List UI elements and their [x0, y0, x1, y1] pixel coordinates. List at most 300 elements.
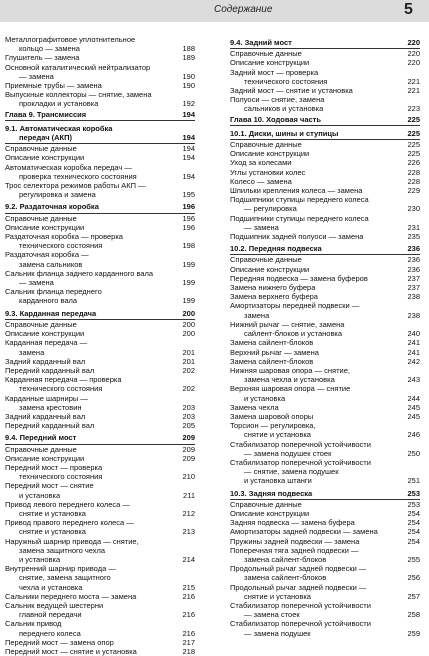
toc-entry-text: проверка технического состояния [19, 171, 137, 181]
toc-page-number: 259 [407, 628, 420, 638]
toc-page-number: 242 [407, 356, 420, 366]
toc-entry [5, 375, 195, 393]
toc-page-number: 240 [407, 329, 420, 339]
toc-entry-text: снятие и установка [19, 527, 86, 537]
toc-entry-text: Сальник ведущей шестерни [5, 600, 104, 610]
toc-entry [230, 601, 420, 619]
toc-entry-text: Углы установки колес [230, 167, 306, 177]
toc-page-number: 203 [182, 402, 195, 412]
page-header [0, 0, 429, 22]
toc-page-number: 192 [182, 99, 195, 109]
toc-entry [230, 292, 420, 301]
toc-entry [5, 181, 195, 199]
toc-entry [230, 537, 420, 546]
toc-section [5, 433, 195, 442]
toc-entry-text: Задняя подвеска — замена буфера [230, 518, 355, 528]
toc-entry-text: — замена [244, 222, 279, 232]
toc-entry [5, 163, 195, 181]
toc-page-number: 228 [407, 176, 420, 186]
toc-entry [230, 283, 420, 292]
toc-entry-text: Справочные данные [5, 213, 77, 223]
toc-entry [230, 255, 420, 264]
toc-page-number: 210 [182, 472, 195, 482]
toc-section [230, 244, 420, 253]
toc-page-number: 209 [182, 453, 195, 463]
toc-entry [5, 153, 195, 162]
toc-entry-text: Карданные шарниры — [5, 393, 88, 403]
toc-entry-text: Замена верхнего буфера [230, 292, 318, 302]
toc-entry-text: Приемные трубы — замена [5, 81, 102, 91]
toc-entry-text: Справочные данные [230, 140, 302, 150]
toc-entry [230, 338, 420, 347]
toc-entry [5, 320, 195, 329]
toc-entry-text: Передний мост — проверка [5, 462, 103, 472]
toc-entry-text: технического состояния [19, 241, 103, 251]
toc-entry-text: Сальники переднего моста — замена [5, 591, 137, 601]
toc-page-number: 246 [407, 430, 420, 440]
toc-entry [230, 366, 420, 384]
toc-page-number: 216 [182, 610, 195, 620]
toc-entry-text: — замена подушек [244, 628, 311, 638]
toc-entry-text: Сальник привод [5, 619, 62, 629]
toc-page-number: 231 [407, 222, 420, 232]
toc-page-number: 220 [407, 58, 420, 68]
toc-entry-text: Глушитель — замена [5, 53, 80, 63]
toc-entry-text: технического состояния [19, 384, 103, 394]
toc-entry-text: 9.2. Раздаточная коробка [5, 202, 99, 212]
toc-entry [5, 481, 195, 499]
toc-entry [230, 500, 420, 509]
toc-entry-text: технического состояния [19, 472, 103, 482]
toc-entry-text: Металлографитовое уплотнительное [5, 35, 136, 44]
toc-page-number: 209 [182, 444, 195, 454]
toc-entry-text: Описание конструкции [5, 329, 85, 339]
toc-page-number: 238 [407, 310, 420, 320]
toc-page-number: 255 [407, 554, 420, 564]
toc-entry-text: Описание конструкции [230, 508, 310, 518]
toc-entry-text: Полуоси — снятие, замена [230, 95, 325, 105]
toc-entry-text: Торсион — регулировка, [230, 421, 316, 431]
toc-entry [5, 250, 195, 268]
toc-page-number: 236 [407, 255, 420, 265]
toc-entry [230, 168, 420, 177]
toc-section [5, 202, 195, 211]
toc-entry-text: Замена сайлент-блоков [230, 338, 314, 348]
toc-entry-text: — замена [19, 278, 54, 288]
toc-left-column [5, 35, 195, 656]
toc-entry-text: Амортизаторы задней подвески — замена [230, 527, 378, 537]
toc-entry-text: Задний мост — проверка [230, 67, 319, 77]
toc-entry-text: — регулировка [244, 204, 297, 214]
toc-entry-text: и установка [244, 393, 286, 403]
toc-entry-text: Подшипники ступицы переднего колеса [230, 195, 369, 205]
toc-page-number: 243 [407, 375, 420, 385]
toc-page-number: 229 [407, 186, 420, 196]
toc-entry [230, 320, 420, 338]
toc-entry-text: Задний карданный вал [5, 356, 86, 366]
toc-page-number: 225 [407, 128, 420, 138]
toc-entry [5, 144, 195, 153]
toc-entry-text: Глава 9. Трансмиссия [5, 109, 87, 119]
toc-entry [230, 421, 420, 439]
toc-page-number: 199 [182, 259, 195, 269]
toc-entry [230, 412, 420, 421]
page-number: 5 [404, 1, 413, 18]
toc-page-number: 225 [407, 140, 420, 150]
toc-entry-text: карданного вала [19, 296, 78, 306]
toc-entry-text: Трос селектора режимов работы АКП — [5, 181, 146, 191]
toc-page-number: 257 [407, 591, 420, 601]
toc-entry-text: Передняя подвеска — замена буферов [230, 273, 368, 283]
toc-page-number: 205 [182, 421, 195, 431]
toc-page-number: 225 [407, 114, 420, 124]
toc-entry [5, 518, 195, 536]
toc-entry-text: Справочные данные [230, 49, 302, 59]
toc-entry [230, 195, 420, 213]
toc-entry-text: Справочные данные [230, 499, 302, 509]
toc-entry-text: замена [244, 310, 270, 320]
toc-page-number: 254 [407, 536, 420, 546]
toc-page-number: 216 [182, 628, 195, 638]
toc-section [230, 38, 420, 47]
toc-entry-text: главной передачи [19, 610, 82, 620]
toc-entry [230, 458, 420, 486]
toc-page-number: 221 [407, 76, 420, 86]
toc-entry-text: 9.1. Автоматическая коробка [5, 123, 113, 133]
toc-entry-text: — снятие, замена подушек [244, 467, 339, 477]
toc-entry-text: Стабилизатор поперечной устойчивости [230, 439, 371, 449]
toc-entry-text: Верхняя шаровая опора — снятие [230, 384, 351, 394]
toc-page-number: 244 [407, 393, 420, 403]
toc-entry [5, 338, 195, 356]
toc-entry [230, 177, 420, 186]
toc-entry [230, 564, 420, 582]
toc-page-number: 236 [407, 244, 420, 254]
toc-entry [230, 403, 420, 412]
toc-entry-text: Замена сайлент-блоков [230, 356, 314, 366]
toc-entry [230, 274, 420, 283]
toc-entry [5, 463, 195, 481]
toc-page-number: 196 [182, 202, 195, 212]
toc-page-number: 194 [182, 153, 195, 163]
toc-entry [230, 68, 420, 86]
toc-entry [5, 90, 195, 108]
toc-chapter [230, 115, 420, 124]
toc-page-number: 215 [182, 582, 195, 592]
toc-entry-text: Описание конструкции [5, 222, 85, 232]
toc-entry-text: Поперечная тяга задней подвески — [230, 545, 359, 555]
toc-entry-text: — замена подушек стоек [244, 448, 332, 458]
toc-entry-text: замена сайлент-блоков [244, 554, 327, 564]
toc-entry-text: Стабилизатор поперечной устойчивости [230, 619, 371, 629]
toc-entry-text: Раздаточная коробка — [5, 250, 89, 260]
toc-page-number: 223 [407, 104, 420, 114]
toc-entry [5, 232, 195, 250]
toc-page-number: 203 [182, 411, 195, 421]
toc-entry-text: Наружный шарнир привода — снятие, [5, 536, 139, 546]
toc-entry-text: Передний мост — замена опор [5, 637, 114, 647]
toc-entry-text: Стабилизатор поперечной устойчивости [230, 457, 371, 467]
toc-entry [5, 53, 195, 62]
toc-entry-text: — замена стоек [244, 610, 300, 620]
toc-page-number: 251 [407, 476, 420, 486]
toc-entry [230, 546, 420, 564]
toc-entry [230, 149, 420, 158]
toc-entry-text: регулировка и замена [19, 190, 96, 200]
toc-page-number: 190 [182, 81, 195, 91]
toc-entry [5, 421, 195, 430]
toc-entry-text: Задний мост — снятие и установка [230, 86, 353, 96]
toc-page-number: 258 [407, 610, 420, 620]
toc-page-number: 189 [182, 53, 195, 63]
toc-entry [230, 348, 420, 357]
toc-entry-text: сальников и установка [244, 104, 324, 114]
toc-entry [5, 445, 195, 454]
toc-entry [5, 223, 195, 232]
toc-entry [230, 357, 420, 366]
toc-page-number: 216 [182, 591, 195, 601]
toc-entry-text: кольцо — замена [19, 44, 80, 54]
toc-page-number: 201 [182, 347, 195, 357]
toc-entry-text: Передний карданный вал [5, 365, 95, 375]
toc-page-number: 237 [407, 273, 420, 283]
toc-section [230, 129, 420, 138]
toc-entry-text: Нижняя шаровая опора — снятие, [230, 365, 350, 375]
toc-entry [230, 619, 420, 637]
toc-chapter [5, 110, 195, 119]
toc-entry [5, 454, 195, 463]
toc-section [5, 124, 195, 142]
toc-entry-text: Замена чехла [230, 402, 279, 412]
toc-page-number: 202 [182, 365, 195, 375]
toc-entry [230, 86, 420, 95]
toc-entry [230, 384, 420, 402]
toc-entry-text: Привод левого переднего колеса — [5, 499, 130, 509]
toc-page-number: 238 [407, 292, 420, 302]
toc-entry-text: Нижний рычаг — снятие, замена [230, 319, 345, 329]
toc-entry-text: сайлент-блоков и установка [244, 329, 343, 339]
toc-page-number: 194 [182, 171, 195, 181]
toc-entry [5, 500, 195, 518]
toc-entry [230, 95, 420, 113]
toc-page-number: 218 [182, 647, 195, 656]
toc-entry-text: Описание конструкции [5, 453, 85, 463]
toc-entry [230, 58, 420, 67]
toc-page-number: 217 [182, 637, 195, 647]
toc-entry-text: Справочные данные [5, 444, 77, 454]
toc-page-number: 209 [182, 433, 195, 443]
toc-entry [5, 366, 195, 375]
toc-entry [230, 232, 420, 241]
toc-entry-text: чехла и установка [19, 582, 83, 592]
toc-entry [5, 619, 195, 637]
toc-entry-text: Замена шаровой опоры [230, 411, 314, 421]
toc-entry [5, 412, 195, 421]
toc-entry-text: Автоматическая коробка передач — [5, 162, 132, 172]
toc-entry [5, 564, 195, 592]
toc-entry-text: Сальник фланца заднего карданного вала [5, 268, 154, 278]
toc-entry-text: Описание конструкции [230, 58, 310, 68]
toc-page-number: 225 [407, 149, 420, 159]
toc-entry-text: Передний карданный вал [5, 421, 95, 431]
toc-entry-text: Справочные данные [5, 144, 77, 154]
section-divider [230, 125, 420, 126]
toc-entry [5, 357, 195, 366]
toc-page-number: 228 [407, 167, 420, 177]
toc-entry [5, 81, 195, 90]
toc-entry-text: Справочные данные [5, 319, 77, 329]
toc-page-number: 253 [407, 488, 420, 498]
toc-entry-text: и установка [19, 554, 61, 564]
toc-page-number: 254 [407, 508, 420, 518]
toc-entry-text: и установка [19, 490, 61, 500]
toc-page-number: 241 [407, 347, 420, 357]
toc-page-number: 194 [182, 144, 195, 154]
toc-entry-text: Выпускные коллекторы — снятие, замена [5, 90, 152, 100]
toc-page-number: 190 [182, 71, 195, 81]
toc-entry-text: Замена нижнего буфера [230, 283, 316, 293]
toc-entry [5, 269, 195, 287]
toc-page-number: 245 [407, 411, 420, 421]
toc-right-column [230, 35, 420, 638]
toc-page-number: 226 [407, 158, 420, 168]
header-title: Содержание [214, 4, 273, 15]
toc-entry-text: Продольный рычаг задней подвески — [230, 564, 367, 574]
toc-entry [5, 638, 195, 647]
toc-entry-text: замена [19, 347, 45, 357]
toc-entry-text: Описание конструкции [230, 264, 310, 274]
toc-entry [230, 140, 420, 149]
toc-entry-text: Подшипник задней полуоси — замена [230, 232, 364, 242]
toc-entry-text: Амортизаторы передней подвески — [230, 301, 360, 311]
toc-page-number: 253 [407, 499, 420, 509]
toc-page-number: 194 [182, 133, 195, 143]
toc-entry-text: снятие и установка [244, 591, 311, 601]
toc-entry-text: 9.4. Передний мост [5, 433, 77, 443]
toc-entry [5, 287, 195, 305]
toc-page-number: 202 [182, 384, 195, 394]
toc-page-number: 196 [182, 222, 195, 232]
toc-entry [5, 601, 195, 619]
toc-entry-text: Колесо — замена [230, 176, 292, 186]
toc-entry-text: Сальник фланца переднего [5, 287, 102, 297]
toc-section [230, 489, 420, 498]
toc-entry-text: Подшипники ступицы переднего колеса [230, 213, 369, 223]
toc-entry-text: Карданная передача — [5, 338, 88, 348]
toc-entry-text: и установка штанги [244, 476, 312, 486]
toc-page-number: 198 [182, 241, 195, 251]
toc-page-number: 245 [407, 402, 420, 412]
toc-page-number: 211 [183, 490, 195, 500]
toc-entry-text: Продольный рычаг задней подвески — [230, 582, 367, 592]
toc-page-number: 201 [182, 356, 195, 366]
toc-entry-text: Уход за колесами [230, 158, 292, 168]
toc-page-number: 214 [182, 554, 195, 564]
toc-entry-text: 10.1. Диски, шины и ступицы [230, 128, 339, 138]
toc-page-number: 221 [407, 86, 420, 96]
toc-page-number: 200 [182, 308, 195, 318]
toc-page-number: 256 [407, 573, 420, 583]
toc-entry-text: Внутренний шарнир привода — [5, 564, 116, 574]
toc-entry [5, 537, 195, 565]
toc-entry [230, 49, 420, 58]
toc-entry-text: Привод правого переднего колеса — [5, 518, 134, 528]
toc-entry-text: — замена [19, 71, 54, 81]
toc-entry-text: Пружины задней подвески — замена [230, 536, 360, 546]
toc-page-number: 241 [407, 338, 420, 348]
toc-entry-text: Основной каталитический нейтрализатор [5, 62, 151, 72]
toc-page-number: 194 [182, 109, 195, 119]
toc-entry-text: 9.4. Задний мост [230, 38, 292, 47]
toc-entry [230, 583, 420, 601]
toc-entry-text: замена сальников [19, 259, 83, 269]
toc-entry-text: замена защитного чехла [19, 545, 106, 555]
toc-entry [230, 527, 420, 536]
toc-entry-text: снятие и установка [19, 508, 86, 518]
toc-page-number: 235 [407, 232, 420, 242]
toc-entry [230, 509, 420, 518]
toc-page-number: 250 [407, 448, 420, 458]
section-divider [5, 120, 195, 121]
toc-section [5, 309, 195, 318]
toc-entry-text: 9.3. Карданная передача [5, 308, 97, 318]
toc-page-number: 230 [407, 204, 420, 214]
toc-entry [230, 518, 420, 527]
toc-page-number: 195 [182, 190, 195, 200]
toc-entry-text: снятие и установка [244, 430, 311, 440]
toc-entry-text: Верхний рычаг — замена [230, 347, 319, 357]
toc-entry-text: замена чехла и установка [244, 375, 335, 385]
toc-entry-text: Раздаточная коробка — проверка [5, 232, 123, 242]
toc-entry-text: Глава 10. Ходовая часть [230, 114, 321, 124]
toc-page-number: 196 [182, 213, 195, 223]
toc-entry [5, 329, 195, 338]
toc-entry-text: передач (АКП) [19, 133, 73, 143]
toc-entry [230, 214, 420, 232]
toc-page-number: 188 [182, 44, 195, 54]
toc-entry-text: замена сайлент-блоков [244, 573, 327, 583]
toc-entry-text: Карданная передача — проверка [5, 375, 122, 385]
toc-page-number: 220 [407, 49, 420, 59]
toc-page-number: 213 [182, 527, 195, 537]
toc-entry [5, 394, 195, 412]
toc-entry [230, 158, 420, 167]
toc-entry [5, 647, 195, 656]
toc-page-number: 220 [407, 38, 420, 47]
toc-page-number: 236 [407, 264, 420, 274]
toc-entry-text: 10.2. Передняя подвеска [230, 244, 322, 254]
toc-page-number: 212 [182, 508, 195, 518]
toc-entry-text: Описание конструкции [5, 153, 85, 163]
toc-page-number: 237 [407, 283, 420, 293]
toc-entry-text: технического состояния [244, 76, 328, 86]
toc-entry-text: Справочные данные [230, 255, 302, 265]
toc-entry-text: Стабилизатор поперечной устойчивости [230, 600, 371, 610]
toc-entry [230, 440, 420, 458]
toc-entry-text: Описание конструкции [230, 149, 310, 159]
toc-page-number: 199 [182, 278, 195, 288]
toc-page-number: 199 [182, 296, 195, 306]
toc-entry-text: 10.3. Задняя подвеска [230, 488, 313, 498]
toc-entry-text: Шпильки крепления колеса — замена [230, 186, 363, 196]
toc-entry [5, 63, 195, 81]
toc-entry-text: прокладки и установка [19, 99, 99, 109]
toc-entry [230, 265, 420, 274]
toc-page-number: 200 [182, 329, 195, 339]
toc-entry [5, 35, 195, 53]
toc-entry-text: Передний мост — снятие [5, 481, 94, 491]
toc-entry-text: переднего колеса [19, 628, 81, 638]
